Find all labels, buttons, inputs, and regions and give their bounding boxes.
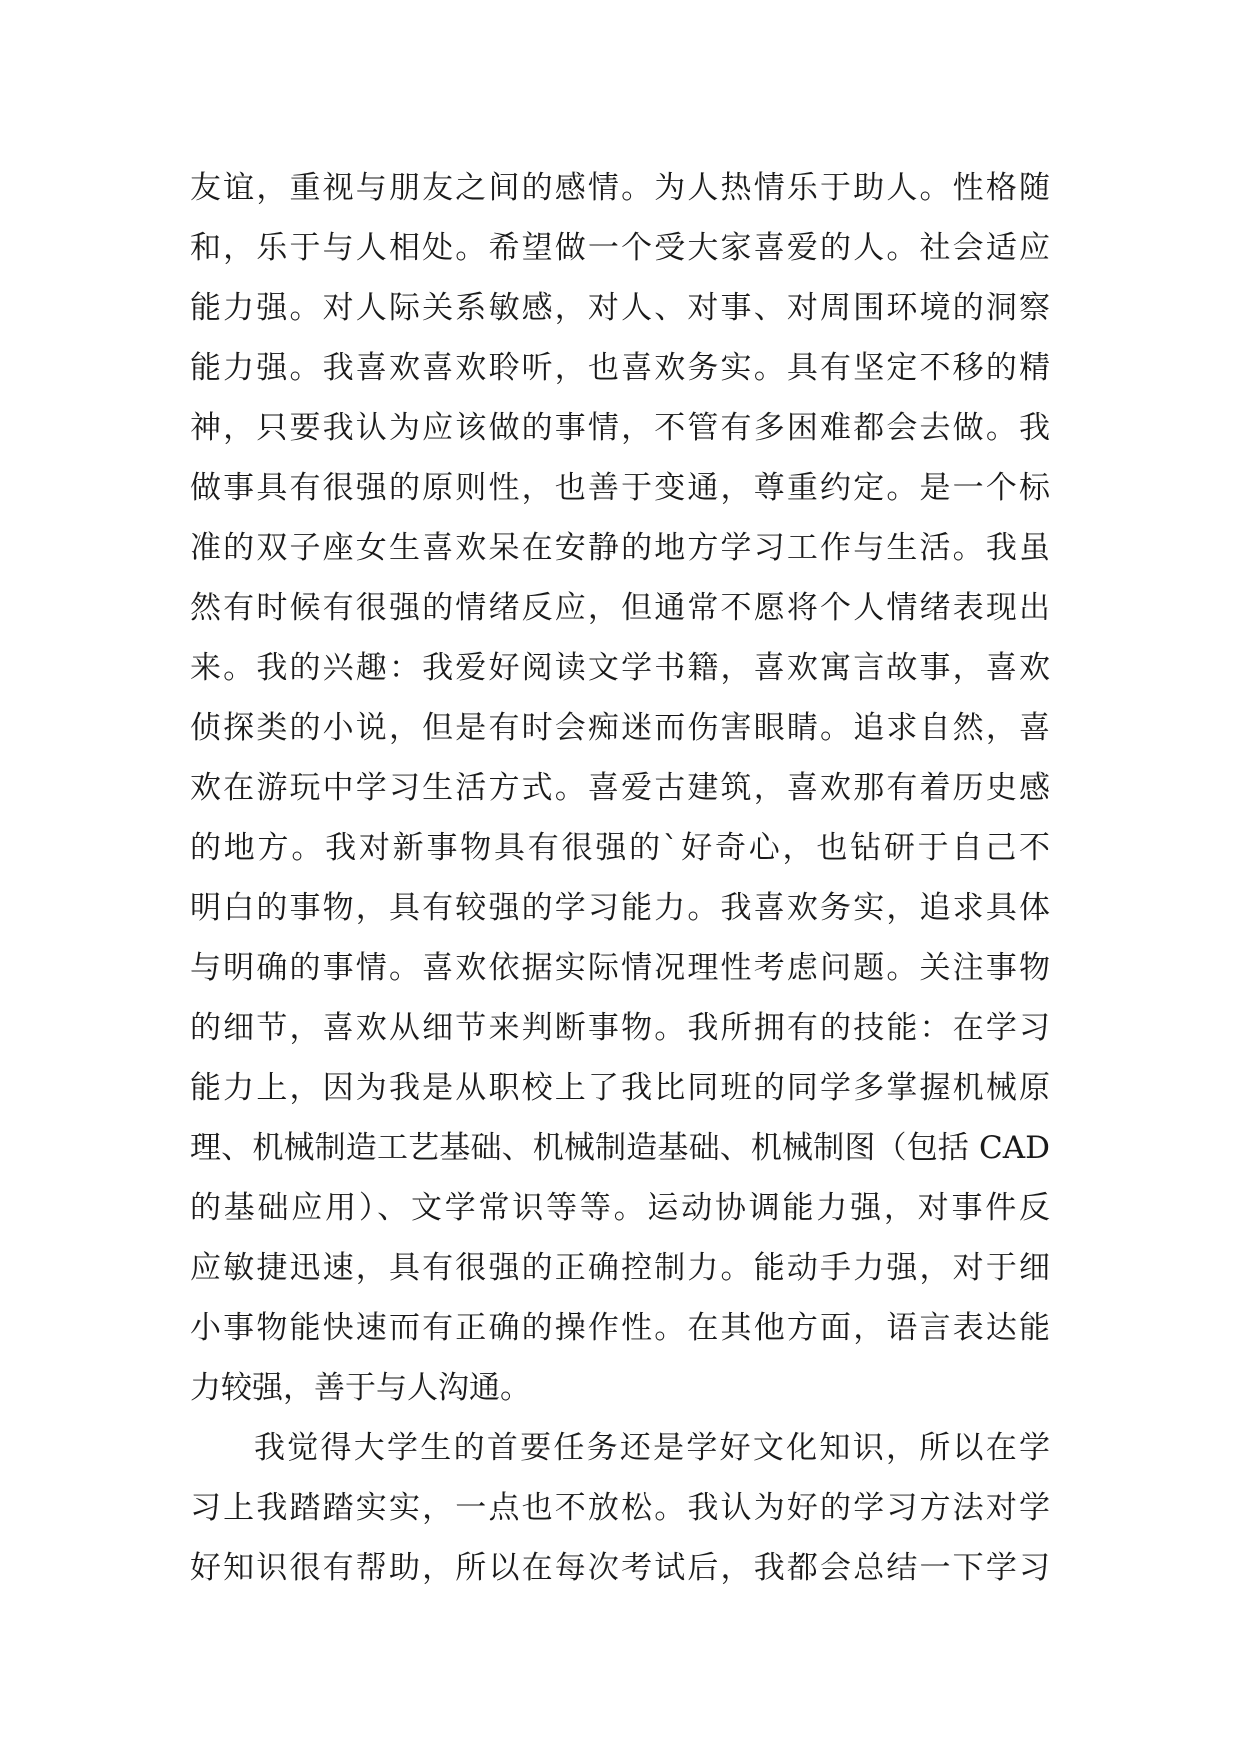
text-line: 能力强。对人际关系敏感，对人、对事、对周围环境的洞察 [190,290,1050,326]
text-line: 明白的事物，具有较强的学习能力。我喜欢务实，追求具体 [190,890,1050,926]
text-line: 的地方。我对新事物具有很强的`好奇心，也钻研于自己不 [190,830,1050,866]
text-line: 神，只要我认为应该做的事情，不管有多困难都会去做。我 [190,410,1050,446]
text-line: 友谊，重视与朋友之间的感情。为人热情乐于助人。性格随 [190,170,1050,206]
text-line: 能力强。我喜欢喜欢聆听，也喜欢务实。具有坚定不移的精 [190,350,1050,386]
text-line: 来。我的兴趣：我爱好阅读文学书籍，喜欢寓言故事，喜欢 [190,650,1050,686]
text-line: 侦探类的小说，但是有时会痴迷而伤害眼睛。追求自然，喜 [190,710,1050,746]
text-line: 准的双子座女生喜欢呆在安静的地方学习工作与生活。我虽 [190,530,1050,566]
text-line: 然有时候有很强的情绪反应，但通常不愿将个人情绪表现出 [190,590,1050,626]
text-line: 欢在游玩中学习生活方式。喜爱古建筑，喜欢那有着历史感 [190,770,1050,806]
text-line: 理、机械制造工艺基础、机械制造基础、机械制图（包括 CAD [190,1130,1050,1166]
body-text [190,158,1050,1598]
text-line: 和，乐于与人相处。希望做一个受大家喜爱的人。社会适应 [190,230,1050,266]
text-line: 应敏捷迅速，具有很强的正确控制力。能动手力强，对于细 [190,1250,1050,1286]
paragraph-1 [190,158,1050,1418]
text-line: 好知识很有帮助，所以在每次考试后，我都会总结一下学习 [190,1550,1050,1586]
text-line: 的基础应用）、文学常识等等。运动协调能力强，对事件反 [190,1190,1050,1226]
text-line: 习上我踏踏实实，一点也不放松。我认为好的学习方法对学 [190,1490,1050,1526]
text-line: 我觉得大学生的首要任务还是学好文化知识，所以在学 [254,1430,1050,1466]
paragraph-2 [190,1418,1050,1598]
text-line: 小事物能快速而有正确的操作性。在其他方面，语言表达能 [190,1310,1050,1346]
text-line: 能力上，因为我是从职校上了我比同班的同学多掌握机械原 [190,1070,1050,1106]
text-line: 做事具有很强的原则性，也善于变通，尊重约定。是一个标 [190,470,1050,506]
text-line: 的细节，喜欢从细节来判断事物。我所拥有的技能：在学习 [190,1010,1050,1046]
text-line: 与明确的事情。喜欢依据实际情况理性考虑问题。关注事物 [190,950,1050,986]
text-line: 力较强，善于与人沟通。 [190,1370,531,1406]
